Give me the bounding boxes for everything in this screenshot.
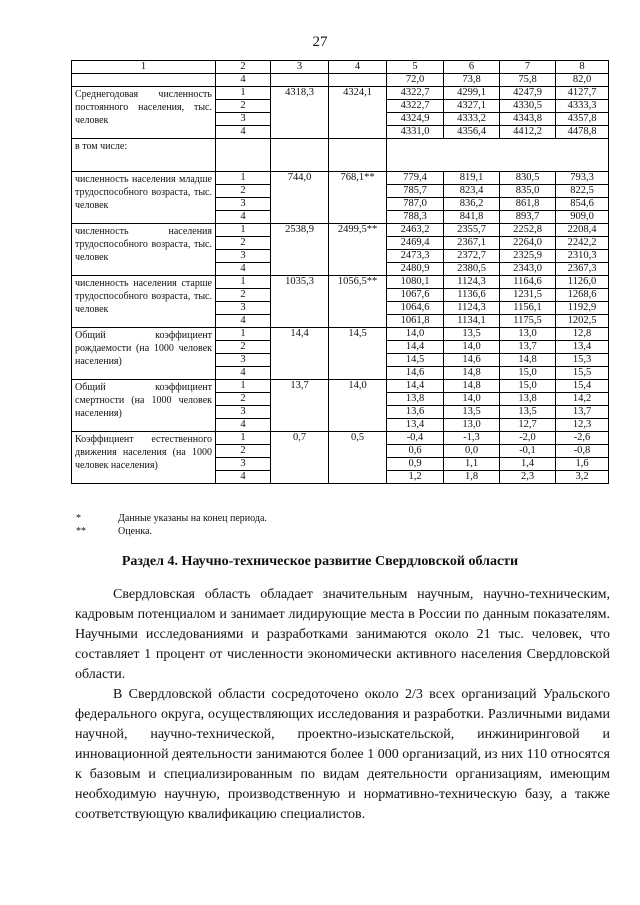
value-cell: 2355,7 [444, 224, 500, 237]
indicator-label: Среднегодовая численность постоянного населения, тыс. человек [72, 87, 216, 139]
table-row [72, 87, 609, 100]
value-cell: 4327,1 [444, 100, 500, 113]
value-cell: 785,7 [387, 185, 444, 198]
value-cell: 1061,8 [387, 315, 444, 328]
table-cell [271, 74, 329, 87]
value-cell: 14,0 [444, 341, 500, 354]
period-cell: 4 [216, 211, 271, 224]
value-cell: -0,1 [500, 445, 556, 458]
value-cell: 2367,1 [444, 237, 500, 250]
value-cell: 1124,3 [444, 302, 500, 315]
period-cell: 1 [216, 328, 271, 341]
period-cell: 4 [216, 126, 271, 139]
value-cell: 819,1 [444, 172, 500, 185]
value-cell: -0,4 [387, 432, 444, 445]
value-cell: 4412,2 [500, 126, 556, 139]
value-cell: 13,0 [500, 328, 556, 341]
value-cell: -1,3 [444, 432, 500, 445]
base-value-cell: 4318,3 [271, 87, 329, 139]
table-cell [329, 139, 387, 172]
value-cell: 13,8 [387, 393, 444, 406]
value-cell: 2343,0 [500, 263, 556, 276]
table-row [72, 224, 609, 237]
value-cell: 4356,4 [444, 126, 500, 139]
value-cell: 1231,5 [500, 289, 556, 302]
value-cell: 4322,7 [387, 87, 444, 100]
estimate-value-cell: 2499,5** [329, 224, 387, 276]
value-cell: 1192,9 [556, 302, 609, 315]
value-cell: 4324,9 [387, 113, 444, 126]
value-cell: 1202,5 [556, 315, 609, 328]
footnote-mark: ** [76, 526, 86, 537]
indicator-label: численность населения старше трудоспособного возраста, тыс. человек [72, 276, 216, 328]
indicator-label: Общий коэффициент смертности (на 1000 человек населения) [72, 380, 216, 432]
value-cell: 1134,1 [444, 315, 500, 328]
value-cell: 2,3 [500, 471, 556, 484]
value-cell: 4299,1 [444, 87, 500, 100]
value-cell: 14,4 [387, 380, 444, 393]
column-header: 1 [72, 61, 216, 74]
column-header: 6 [444, 61, 500, 74]
footnote-text: Оценка. [118, 526, 153, 537]
value-cell: 1064,6 [387, 302, 444, 315]
indicator-label: численность населения трудоспособного возраста, тыс. человек [72, 224, 216, 276]
value-cell: 0,6 [387, 445, 444, 458]
indicator-label: Коэффициент естественного движения населения (на 1000 человек населения) [72, 432, 216, 484]
period-cell: 3 [216, 458, 271, 471]
period-cell: 1 [216, 172, 271, 185]
base-value-cell: 1035,3 [271, 276, 329, 328]
period-cell: 4 [216, 74, 271, 87]
value-cell: 2325,9 [500, 250, 556, 263]
value-cell: 854,6 [556, 198, 609, 211]
column-header: 4 [329, 61, 387, 74]
value-cell: 1067,6 [387, 289, 444, 302]
period-cell: 4 [216, 315, 271, 328]
estimate-value-cell: 14,5 [329, 328, 387, 380]
value-cell: 2310,3 [556, 250, 609, 263]
value-cell: 841,8 [444, 211, 500, 224]
value-cell: 14,6 [444, 354, 500, 367]
footnote [76, 525, 267, 538]
value-cell: 1126,0 [556, 276, 609, 289]
table-row [72, 74, 609, 87]
value-cell: 2208,4 [556, 224, 609, 237]
value-cell: 2252,8 [500, 224, 556, 237]
value-cell: 2480,9 [387, 263, 444, 276]
value-cell: 3,2 [556, 471, 609, 484]
base-value-cell: 14,4 [271, 328, 329, 380]
value-cell: 13,4 [556, 341, 609, 354]
value-cell: 1136,6 [444, 289, 500, 302]
value-cell: 4343,8 [500, 113, 556, 126]
base-value-cell: 13,7 [271, 380, 329, 432]
value-cell: 861,8 [500, 198, 556, 211]
value-cell: 4247,9 [500, 87, 556, 100]
base-value-cell: 744,0 [271, 172, 329, 224]
value-cell: 13,4 [387, 419, 444, 432]
table-row [72, 276, 609, 289]
table-row [72, 172, 609, 185]
value-cell: 14,6 [387, 367, 444, 380]
estimate-value-cell: 0,5 [329, 432, 387, 484]
footnote-text: Данные указаны на конец периода. [118, 513, 267, 524]
table-cell [216, 139, 271, 172]
value-cell: 4478,8 [556, 126, 609, 139]
value-cell: 1,4 [500, 458, 556, 471]
period-cell: 3 [216, 302, 271, 315]
column-header: 8 [556, 61, 609, 74]
value-cell: 1124,3 [444, 276, 500, 289]
value-cell: 13,8 [500, 393, 556, 406]
table-row [72, 328, 609, 341]
table-cell [271, 139, 329, 172]
table-cell [387, 139, 609, 172]
value-cell: 779,4 [387, 172, 444, 185]
period-cell: 2 [216, 393, 271, 406]
value-cell: 823,4 [444, 185, 500, 198]
column-header: 3 [271, 61, 329, 74]
base-value-cell: 2538,9 [271, 224, 329, 276]
value-cell: 15,0 [500, 380, 556, 393]
value-cell: 13,7 [500, 341, 556, 354]
value-cell: 13,7 [556, 406, 609, 419]
value-cell: 12,8 [556, 328, 609, 341]
period-cell: 3 [216, 406, 271, 419]
value-cell: 15,4 [556, 380, 609, 393]
value-cell: 14,4 [387, 341, 444, 354]
indicator-label: Общий коэффициент рождаемости (на 1000 человек населения) [72, 328, 216, 380]
value-cell: -2,0 [500, 432, 556, 445]
paragraph: В Свердловской области сосредоточено около 2/3 всех организаций Уральского федерального округа, осуществляющих исследования и разработки. Различными видами научной, научно-технической, проектно-изыскательской, инжиниринговой и инновационной деятельности занимаются более 1 000 организаций, из них 110 относятся к базовым и специализированным по видам деятельности организациям, имеющим необходимую научную, производственную и нормативно-техническую базу, а также соответствующую квалификацию специалистов. [75, 687, 610, 822]
value-cell: 2469,4 [387, 237, 444, 250]
period-cell: 3 [216, 113, 271, 126]
page-number: 27 [312, 34, 328, 50]
column-header: 2 [216, 61, 271, 74]
value-cell: 2242,2 [556, 237, 609, 250]
value-cell: 75,8 [500, 74, 556, 87]
value-cell: 14,0 [444, 393, 500, 406]
body-text [75, 585, 610, 825]
estimate-value-cell: 14,0 [329, 380, 387, 432]
label-cell [72, 74, 216, 87]
value-cell: 1175,5 [500, 315, 556, 328]
value-cell: 13,0 [444, 419, 500, 432]
table-row [72, 432, 609, 445]
value-cell: -0,8 [556, 445, 609, 458]
value-cell: 822,5 [556, 185, 609, 198]
period-cell: 3 [216, 354, 271, 367]
value-cell: 836,2 [444, 198, 500, 211]
value-cell: 4333,3 [556, 100, 609, 113]
value-cell: 4331,0 [387, 126, 444, 139]
value-cell: 73,8 [444, 74, 500, 87]
value-cell: 0,0 [444, 445, 500, 458]
period-cell: 1 [216, 432, 271, 445]
period-cell: 3 [216, 250, 271, 263]
value-cell: 788,3 [387, 211, 444, 224]
value-cell: -2,6 [556, 432, 609, 445]
value-cell: 13,5 [500, 406, 556, 419]
value-cell: 72,0 [387, 74, 444, 87]
value-cell: 1,2 [387, 471, 444, 484]
indicator-label: численность населения младше трудоспособного возраста, тыс. человек [72, 172, 216, 224]
value-cell: 12,7 [500, 419, 556, 432]
value-cell: 2367,3 [556, 263, 609, 276]
table-cell [329, 74, 387, 87]
value-cell: 4357,8 [556, 113, 609, 126]
value-cell: 14,0 [387, 328, 444, 341]
value-cell: 2463,2 [387, 224, 444, 237]
value-cell: 909,0 [556, 211, 609, 224]
estimate-value-cell: 1056,5** [329, 276, 387, 328]
period-cell: 2 [216, 185, 271, 198]
value-cell: 14,8 [444, 380, 500, 393]
period-cell: 1 [216, 224, 271, 237]
value-cell: 14,8 [500, 354, 556, 367]
table-subheader-row [72, 139, 609, 172]
footnote [76, 512, 267, 525]
value-cell: 13,5 [444, 328, 500, 341]
column-header: 5 [387, 61, 444, 74]
value-cell: 4333,2 [444, 113, 500, 126]
value-cell: 0,9 [387, 458, 444, 471]
period-cell: 1 [216, 380, 271, 393]
period-cell: 2 [216, 100, 271, 113]
value-cell: 2473,3 [387, 250, 444, 263]
value-cell: 830,5 [500, 172, 556, 185]
value-cell: 835,0 [500, 185, 556, 198]
value-cell: 1268,6 [556, 289, 609, 302]
value-cell: 1,6 [556, 458, 609, 471]
estimate-value-cell: 4324,1 [329, 87, 387, 139]
base-value-cell: 0,7 [271, 432, 329, 484]
value-cell: 15,5 [556, 367, 609, 380]
period-cell: 4 [216, 419, 271, 432]
value-cell: 15,0 [500, 367, 556, 380]
value-cell: 2372,7 [444, 250, 500, 263]
period-cell: 2 [216, 289, 271, 302]
table-row [72, 380, 609, 393]
footnote-mark: * [76, 513, 81, 524]
period-cell: 1 [216, 276, 271, 289]
value-cell: 13,5 [444, 406, 500, 419]
value-cell: 14,8 [444, 367, 500, 380]
value-cell: 13,6 [387, 406, 444, 419]
period-cell: 2 [216, 445, 271, 458]
value-cell: 14,5 [387, 354, 444, 367]
value-cell: 82,0 [556, 74, 609, 87]
value-cell: 787,0 [387, 198, 444, 211]
value-cell: 1156,1 [500, 302, 556, 315]
value-cell: 15,3 [556, 354, 609, 367]
value-cell: 2264,0 [500, 237, 556, 250]
value-cell: 4330,5 [500, 100, 556, 113]
value-cell: 793,3 [556, 172, 609, 185]
estimate-value-cell: 768,1** [329, 172, 387, 224]
value-cell: 4127,7 [556, 87, 609, 100]
value-cell: 12,3 [556, 419, 609, 432]
value-cell: 1164,6 [500, 276, 556, 289]
period-cell: 2 [216, 341, 271, 354]
statistics-table [71, 60, 609, 484]
table-header-row [72, 61, 609, 74]
value-cell: 893,7 [500, 211, 556, 224]
period-cell: 4 [216, 367, 271, 380]
period-cell: 2 [216, 237, 271, 250]
period-cell: 4 [216, 263, 271, 276]
period-cell: 3 [216, 198, 271, 211]
subheader-label: в том числе: [72, 139, 216, 172]
value-cell: 1080,1 [387, 276, 444, 289]
section-heading: Раздел 4. Научно-техническое развитие Свердловской области [121, 554, 519, 569]
value-cell: 2380,5 [444, 263, 500, 276]
period-cell: 1 [216, 87, 271, 100]
value-cell: 1,8 [444, 471, 500, 484]
paragraph: Свердловская область обладает значительным научным, научно-техническим, кадровым потенциалом и занимает лидирующие места в России по данным показателям. Научными исследованиями и разработками занимаются около 21 тыс. человек, что составляет 1 процент от численности экономически активного населения Свердловской области. [75, 587, 610, 682]
value-cell: 4322,7 [387, 100, 444, 113]
column-header: 7 [500, 61, 556, 74]
period-cell: 4 [216, 471, 271, 484]
value-cell: 14,2 [556, 393, 609, 406]
table-footnotes [76, 512, 267, 538]
value-cell: 1,1 [444, 458, 500, 471]
